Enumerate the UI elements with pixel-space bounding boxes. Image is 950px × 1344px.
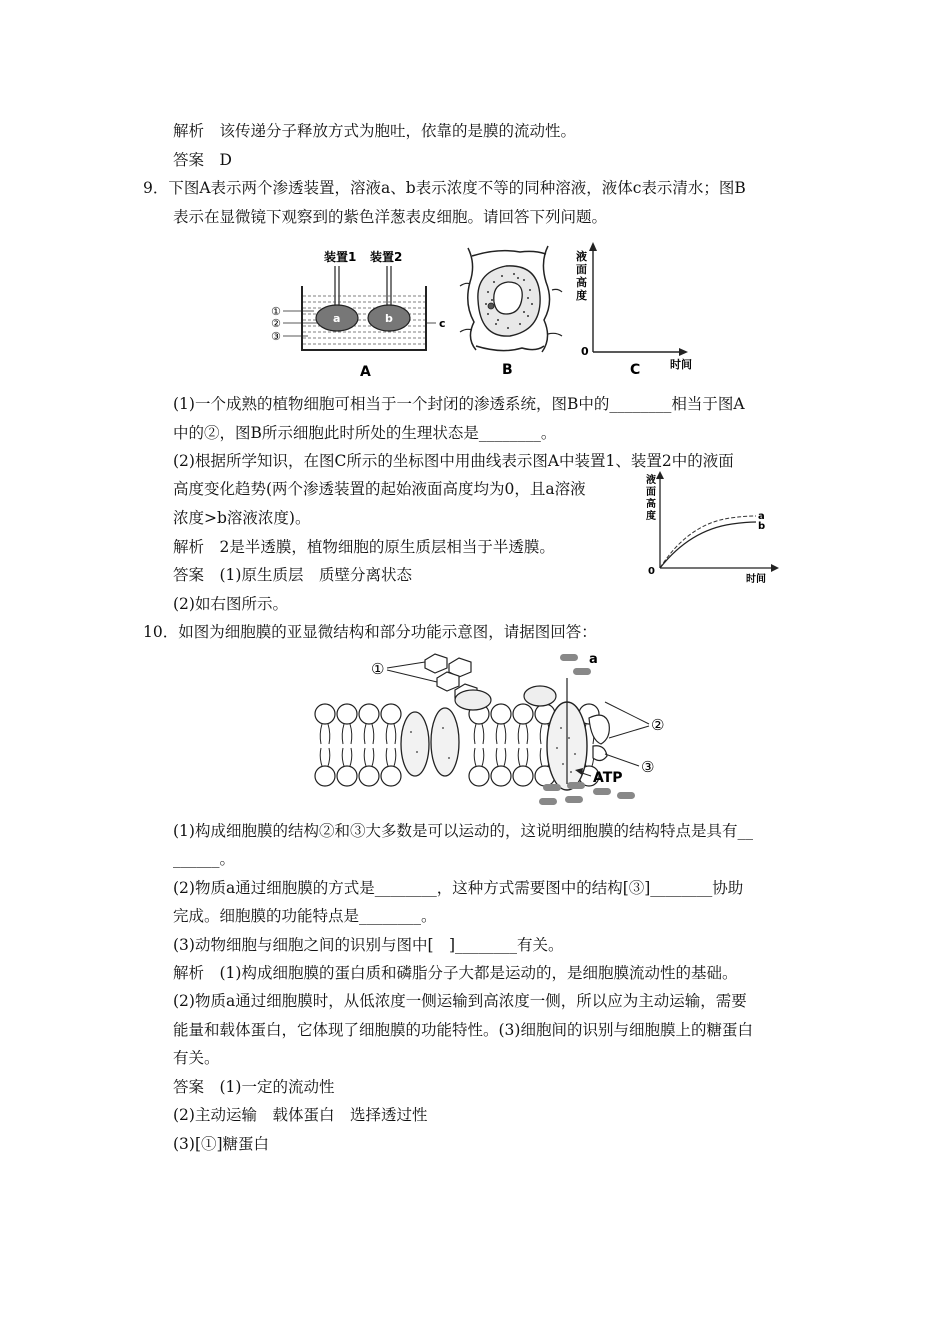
phospholipid-head xyxy=(337,704,357,724)
g-ylabel-4: 度 xyxy=(646,511,656,522)
lipid-tail xyxy=(496,748,498,766)
q9-sub2-line-2: 高度变化趋势(两个渗透装置的起始液面高度均为0，且a溶液 xyxy=(173,480,586,498)
lipid-tail xyxy=(320,748,322,766)
transmembrane-protein-1 xyxy=(401,712,429,776)
figure-c-empty-axes xyxy=(570,240,710,380)
solution-b-label: b xyxy=(385,312,393,325)
curve-a xyxy=(660,516,756,568)
c-ylabel-1: 液 xyxy=(576,250,587,263)
lipid-tail xyxy=(474,748,476,766)
curve-a-label: a xyxy=(758,511,765,522)
c-ylabel-2: 面 xyxy=(576,263,587,276)
phospholipid-head xyxy=(513,704,533,724)
label-2: ② xyxy=(651,716,665,734)
q10-sub3: (3)动物细胞与细胞之间的识别与图中[ ]________有关。 xyxy=(173,936,564,954)
q10-analysis-line-1: 解析 (1)构成细胞膜的蛋白质和磷脂分子大都是运动的，是细胞膜流动性的基础。 xyxy=(173,964,738,982)
lipid-tail xyxy=(320,724,322,744)
lipid-tail xyxy=(394,748,396,766)
label-1: ① xyxy=(371,660,385,678)
question-9-line-1: 9．下图A表示两个渗透装置，溶液a、b表示浓度不等的同种溶液，液体c表示清水；图B xyxy=(143,179,746,197)
lipid-tail xyxy=(504,724,506,744)
q10-answer-line-2: (2)主动运输 载体蛋白 选择透过性 xyxy=(173,1106,428,1124)
c-origin-label: 0 xyxy=(581,345,589,358)
marker-1: ① xyxy=(271,305,281,318)
phospholipid-head xyxy=(359,704,379,724)
g-origin-label: 0 xyxy=(648,566,655,577)
lipid-tail xyxy=(482,724,484,744)
phospholipid-head xyxy=(337,766,357,786)
figure-a-caption: A xyxy=(360,364,371,380)
g-ylabel-1: 液 xyxy=(646,475,656,486)
q9-answer-line-1: 答案 (1)原生质层 质壁分离状态 xyxy=(173,566,412,584)
q9-sub1-line-2: 中的②，图B所示细胞此时所处的生理状态是________。 xyxy=(173,424,557,442)
q10-sub2-line-2: 完成。细胞膜的功能特点是________。 xyxy=(173,907,437,925)
lipid-tail xyxy=(386,748,388,766)
q10-analysis-line-4: 有关。 xyxy=(173,1049,220,1067)
q10-sub1-line-2: ______。 xyxy=(173,850,236,868)
lipid-tail xyxy=(350,748,352,766)
q10-answer-line-1: 答案 (1)一定的流动性 xyxy=(173,1078,335,1096)
q10-sub2-line-1: (2)物质a通过细胞膜的方式是________，这种方式需要图中的结构[③]________协助 xyxy=(173,879,744,897)
q10-sub1-line-1: (1)构成细胞膜的结构②和③大多数是可以运动的，这说明细胞膜的结构特点是具有__ xyxy=(173,822,753,840)
answer-line-8: 答案 D xyxy=(173,151,232,169)
lipid-tail xyxy=(328,724,330,744)
c-ylabel-4: 度 xyxy=(576,289,587,302)
lipid-tail xyxy=(504,748,506,766)
device-1-label: 装置1 xyxy=(324,250,357,264)
phospholipid-head xyxy=(513,766,533,786)
lipid-tail xyxy=(350,724,352,744)
solution-a-label: a xyxy=(333,312,341,325)
q9-sub2-line-1: (2)根据所学知识，在图C所示的坐标图中用曲线表示图A中装置1、装置2中的液面 xyxy=(173,452,734,470)
q9-answer-line-2: (2)如右图所示。 xyxy=(173,595,288,613)
marker-2: ② xyxy=(271,317,281,330)
lipid-tail xyxy=(372,724,374,744)
figure-b-onion-cell xyxy=(458,242,563,382)
lipid-tail xyxy=(364,748,366,766)
c-xlabel: 时间 xyxy=(670,358,692,371)
atp-label: ATP xyxy=(593,770,623,786)
analysis-line-8: 解析 该传递分子释放方式为胞吐，依靠的是膜的流动性。 xyxy=(173,122,577,140)
q10-analysis-line-2: (2)物质a通过细胞膜时，从低浓度一侧运输到高浓度一侧，所以应为主动运输，需要 xyxy=(173,992,747,1010)
vacuole xyxy=(494,282,522,314)
curve-b xyxy=(660,522,756,568)
lipid-tail xyxy=(394,724,396,744)
lipid-tail xyxy=(482,748,484,766)
lipid-tail xyxy=(342,748,344,766)
device-2-label: 装置2 xyxy=(370,250,403,264)
marker-3: ③ xyxy=(271,330,281,343)
lipid-tail xyxy=(474,724,476,744)
nucleus xyxy=(488,303,494,309)
phospholipid-head xyxy=(359,766,379,786)
c-ylabel-3: 高 xyxy=(576,276,587,289)
lipid-tail xyxy=(526,748,528,766)
lipid-tail xyxy=(342,724,344,744)
g-xlabel: 时间 xyxy=(746,574,766,585)
lipid-tail xyxy=(328,748,330,766)
peripheral-protein xyxy=(455,690,491,710)
g-ylabel-3: 高 xyxy=(646,499,656,510)
figure-b-caption: B xyxy=(502,362,513,378)
q9-analysis: 解析 2是半透膜，植物细胞的原生质层相当于半透膜。 xyxy=(173,538,555,556)
answer-graph xyxy=(638,468,788,588)
question-9-line-2: 表示在显微镜下观察到的紫色洋葱表皮细胞。请回答下列问题。 xyxy=(173,208,608,226)
lipid-tail xyxy=(518,724,520,744)
phospholipid-head xyxy=(381,766,401,786)
lipid-tail xyxy=(364,724,366,744)
question-10: 10．如图为细胞膜的亚显微结构和部分功能示意图，请据图回答： xyxy=(143,623,597,641)
lipid-tail xyxy=(496,724,498,744)
lipid-tail xyxy=(526,724,528,744)
phospholipid-head xyxy=(315,766,335,786)
q9-sub1-line-1: (1)一个成熟的植物细胞可相当于一个封闭的渗透系统，图B中的________相当于图A xyxy=(173,395,745,413)
phospholipid-head xyxy=(469,766,489,786)
lipid-tail xyxy=(518,748,520,766)
phospholipid-head xyxy=(315,704,335,724)
phospholipid-head xyxy=(381,704,401,724)
q10-analysis-line-3: 能量和载体蛋白，它体现了细胞膜的功能特性。(3)细胞间的识别与细胞膜上的糖蛋白 xyxy=(173,1021,753,1039)
g-ylabel-2: 面 xyxy=(646,487,656,498)
figure-a-osmosis-devices xyxy=(268,244,468,382)
transmembrane-protein-2 xyxy=(431,708,459,776)
phospholipid-head xyxy=(491,704,511,724)
lipid-tail xyxy=(372,748,374,766)
q9-sub2-line-3: 浓度>b溶液浓度)。 xyxy=(173,509,311,527)
lipid-tail xyxy=(540,724,542,744)
label-a: a xyxy=(589,652,598,667)
phospholipid-head xyxy=(491,766,511,786)
label-3: ③ xyxy=(641,758,655,776)
q10-answer-line-3: (3)[①]糖蛋白 xyxy=(173,1135,270,1153)
curve-b-label: b xyxy=(758,521,766,532)
liquid-c-label: c xyxy=(439,317,446,330)
cell-membrane-figure xyxy=(305,648,700,808)
lipid-tail xyxy=(386,724,388,744)
lipid-tail xyxy=(540,748,542,766)
figure-c-caption: C xyxy=(630,362,641,378)
